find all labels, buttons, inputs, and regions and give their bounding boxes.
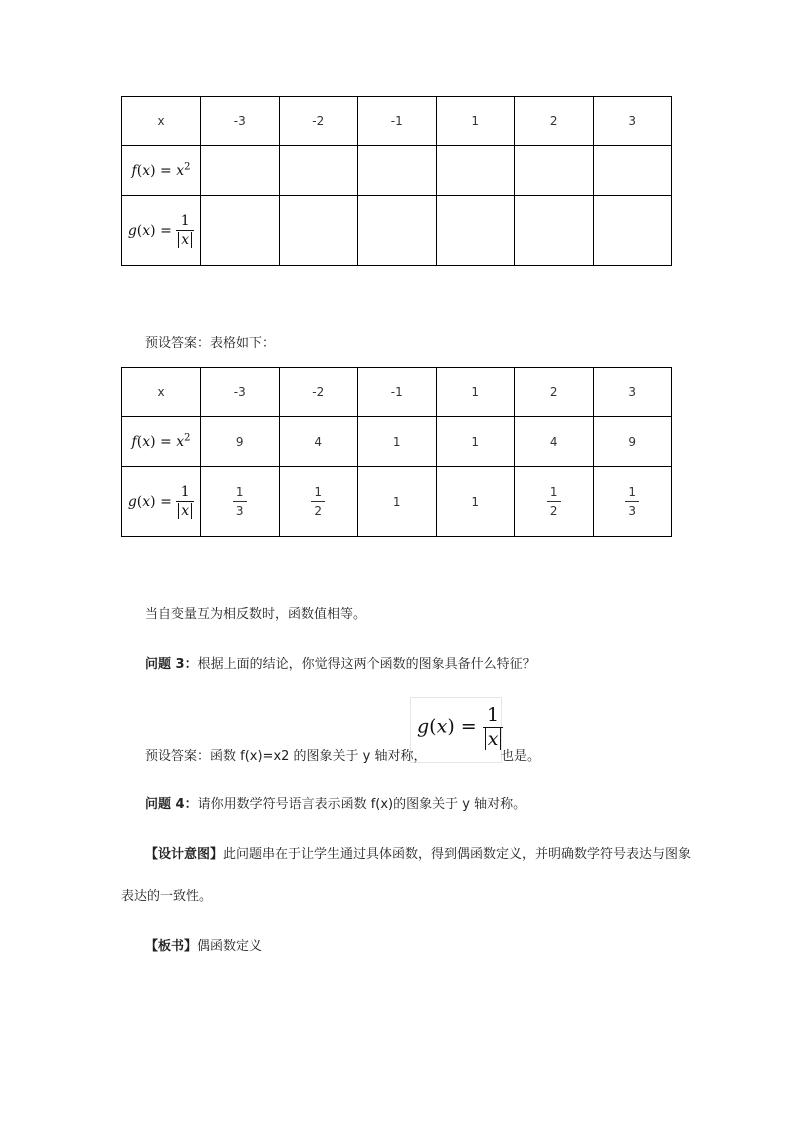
header-cell: 2 — [515, 368, 594, 417]
answer-3-text: 预设答案：函数 f(x)=x2 的图象关于 y 轴对称， — [145, 749, 427, 764]
f-value-cell: 4 — [515, 417, 594, 467]
header-cell: 3 — [593, 368, 672, 417]
question-3-text: 根据上面的结论，你觉得这两个函数的图象具备什么特征？ — [197, 657, 536, 672]
header-cell: -1 — [358, 97, 437, 146]
empty-cell — [515, 146, 594, 196]
answer-value-table — [121, 367, 672, 537]
board-note — [145, 935, 262, 954]
header-cell: -3 — [201, 97, 280, 146]
empty-cell — [436, 146, 515, 196]
f-value-cell: 1 — [358, 417, 437, 467]
table-row-f — [122, 417, 672, 467]
blank-value-table — [121, 96, 672, 266]
answer-3-tail: 也是。 — [501, 749, 541, 764]
g-value-cell: $\frac{1}{2}$ — [279, 467, 358, 537]
header-cell: 1 — [436, 368, 515, 417]
question-3 — [145, 653, 536, 672]
empty-cell — [358, 146, 437, 196]
board-text: 偶函数定义 — [197, 939, 263, 954]
empty-cell — [201, 196, 280, 266]
question-4-text: 请你用数学符号语言表示函数 f(x)的图象关于 y 轴对称。 — [197, 797, 527, 812]
question-3-label: 问题 3： — [145, 657, 198, 672]
table-row-f — [122, 146, 672, 196]
g-value-cell: $\frac{1}{3}$ — [201, 467, 280, 537]
header-cell: -1 — [358, 368, 437, 417]
empty-cell — [201, 146, 280, 196]
f-value-cell: 9 — [201, 417, 280, 467]
g-formula-label: g(x) = $\frac{1}{x}$ — [122, 467, 201, 537]
g-value-cell: $\frac{1}{2}$ — [515, 467, 594, 537]
empty-cell — [593, 196, 672, 266]
header-cell: 2 — [515, 97, 594, 146]
header-cell: 3 — [593, 97, 672, 146]
f-value-cell: 4 — [279, 417, 358, 467]
answer-intro: 预设答案：表格如下： — [145, 336, 276, 351]
table-row-g — [122, 467, 672, 537]
f-value-cell: 1 — [436, 417, 515, 467]
table-header-row — [122, 97, 672, 146]
table-header-row — [122, 368, 672, 417]
header-cell: 1 — [436, 97, 515, 146]
header-cell: x — [122, 97, 201, 146]
f-value-cell: 9 — [593, 417, 672, 467]
header-cell: -3 — [201, 368, 280, 417]
g-value-cell: 1 — [436, 467, 515, 537]
answer-3 — [145, 745, 427, 764]
empty-cell — [279, 146, 358, 196]
design-intent-text-2: 表达的一致性。 — [121, 889, 213, 904]
g-formula-image: g(x) = $\frac{1}{x}$ — [410, 697, 502, 763]
g-value-cell: $\frac{1}{3}$ — [593, 467, 672, 537]
question-4 — [145, 793, 526, 812]
design-intent-text-1: 此问题串在于让学生通过具体函数，得到偶函数定义，并明确数学符号表达与图象 — [223, 847, 692, 862]
empty-cell — [593, 146, 672, 196]
header-cell: x — [122, 368, 201, 417]
question-4-label: 问题 4： — [145, 797, 198, 812]
g-formula-label: g(x) = $\frac{1}{x}$ — [122, 196, 201, 266]
table-row-g — [122, 196, 672, 266]
conclusion-text: 当自变量互为相反数时，函数值相等。 — [145, 607, 367, 622]
header-cell: -2 — [279, 97, 358, 146]
empty-cell — [515, 196, 594, 266]
empty-cell — [279, 196, 358, 266]
g-value-cell: 1 — [358, 467, 437, 537]
design-intent-label: 【设计意图】 — [145, 847, 224, 862]
empty-cell — [358, 196, 437, 266]
empty-cell — [436, 196, 515, 266]
f-formula-label: $f(x) = x^2$ — [122, 146, 201, 196]
f-formula-label: $f(x) = x^2$ — [122, 417, 201, 467]
header-cell: -2 — [279, 368, 358, 417]
board-label: 【板书】 — [145, 939, 198, 954]
design-intent — [145, 843, 691, 862]
